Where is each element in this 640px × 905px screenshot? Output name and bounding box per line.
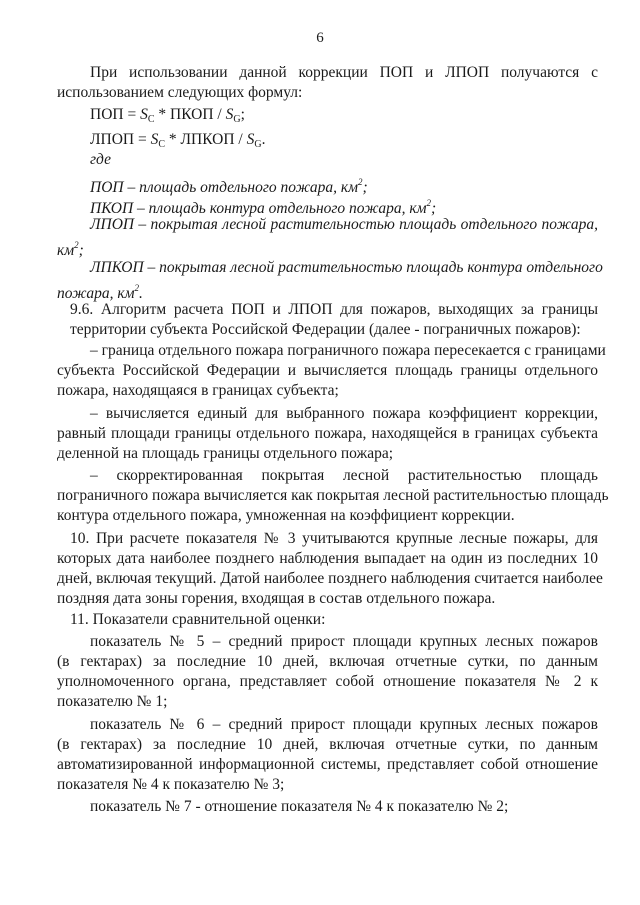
text-line: – вычисляется единый для выбранного пожара коэффициент коррекции,	[90, 405, 598, 422]
formula-text: ЛПОП =	[90, 131, 151, 148]
formula-subscript: G	[233, 114, 241, 125]
text-line: пожара, находящаяся в границах субъекта;	[57, 382, 339, 399]
formula-subscript: G	[254, 139, 262, 150]
text-line: ЛПОП – покрытая лесной растительностью площадь отдельного пожара,	[90, 216, 598, 233]
definition-text: км	[57, 242, 75, 259]
formula-text: ПОП =	[90, 106, 141, 123]
text-line: 9.6. Алгоритм расчета ПОП и ЛПОП для пожаров, выходящих за границы	[70, 301, 598, 318]
text-line: поздняя дата зоны горения, входящая в состав отдельного пожара.	[57, 590, 496, 607]
formula-text: * ЛПКОП /	[165, 131, 247, 148]
formula-text: ;	[240, 106, 245, 123]
text-line: – скорректированная покрытая лесной растительностью площадь	[90, 467, 598, 484]
text-line: территории субъекта Российской Федерации (далее - пограничных пожаров):	[70, 321, 581, 338]
superscript: 2	[74, 240, 79, 250]
text-line: автоматизированной информационной системы, представляет собой отношение	[57, 756, 598, 773]
formula-symbol: S	[140, 106, 148, 123]
formula-text: * ПКОП /	[154, 106, 226, 123]
text-line: – граница отдельного пожара пограничного пожара пересекается с границами	[90, 342, 606, 359]
formula-pop	[90, 105, 390, 125]
definition-line	[90, 193, 510, 217]
superscript: 2	[358, 177, 363, 187]
punctuation: ;	[431, 200, 437, 217]
definition-line	[57, 235, 157, 259]
text-line: контура отдельного пожара, умноженная на коэффициент коррекции.	[57, 507, 515, 524]
superscript: 2	[426, 198, 432, 208]
punctuation: ;	[78, 242, 84, 259]
text-line: (в гектарах) за последние 10 дней, включая отчетные сутки, по данным	[57, 653, 598, 670]
text-line: где	[90, 151, 111, 168]
text-line: показатель № 5 – средний прирост площади крупных лесных пожаров	[90, 633, 598, 650]
formula-lpop	[90, 130, 390, 150]
text-line: 10. При расчете показателя № 3 учитываются крупные лесные пожары, для	[70, 530, 598, 547]
text-line: показатель № 7 - отношение показателя № 4 к показателю № 2;	[90, 798, 509, 815]
formula-subscript: C	[147, 114, 155, 125]
definition-line	[90, 172, 490, 196]
formula-symbol: S	[225, 106, 234, 123]
definition-text: ПОП – площадь отдельного пожара, км	[90, 179, 358, 196]
text-line: При использовании данной коррекции ПОП и ЛПОП получаются с	[90, 64, 598, 81]
punctuation: ;	[362, 179, 368, 196]
text-line: (в гектарах) за последние 10 дней, включая отчетные сутки, по данным	[57, 736, 598, 753]
text-line: показателя № 4 к показателю № 3;	[57, 776, 285, 793]
text-line: ЛПКОП – покрытая лесной растительностью площадь контура отдельного	[90, 259, 603, 276]
punctuation: .	[138, 285, 143, 302]
text-line: показатель № 6 – средний прирост площади крупных лесных пожаров	[90, 716, 598, 733]
formula-symbol: S	[246, 131, 255, 148]
text-line: равный площади границы отдельного пожара, находящейся в границах субъекта	[57, 425, 598, 442]
formula-text: .	[261, 131, 266, 148]
superscript: 2	[134, 283, 139, 293]
text-line: дней, включая текущий. Датой наиболее позднего наблюдения считается наиболее	[57, 570, 603, 587]
text-line: 11. Показатели сравнительной оценки:	[70, 611, 326, 628]
definition-text: ПКОП – площадь контура отдельного пожара, км	[90, 200, 427, 217]
text-line: которых дата наиболее позднего наблюдения выпадает на один из последних 10	[57, 550, 598, 567]
text-line: показателю № 1;	[57, 693, 168, 710]
formula-symbol: S	[150, 131, 159, 148]
definition-line	[57, 278, 257, 302]
text-line: использованием следующих формул:	[57, 84, 303, 101]
definition-text: пожара, км	[57, 285, 135, 302]
text-line: деленной на площадь границы отдельного пожара;	[57, 445, 394, 462]
text-line: субъекта Российской Федерации и вычисляется площадь границы отдельного	[57, 362, 598, 379]
text-line: пограничного пожара вычисляется как покрытая лесной растительностью площадь	[57, 487, 609, 504]
text-line: уполномоченного органа, представляет собой отношение показателя № 2 к	[57, 673, 598, 690]
page-number: 6	[316, 30, 324, 46]
formula-subscript: C	[158, 139, 166, 150]
